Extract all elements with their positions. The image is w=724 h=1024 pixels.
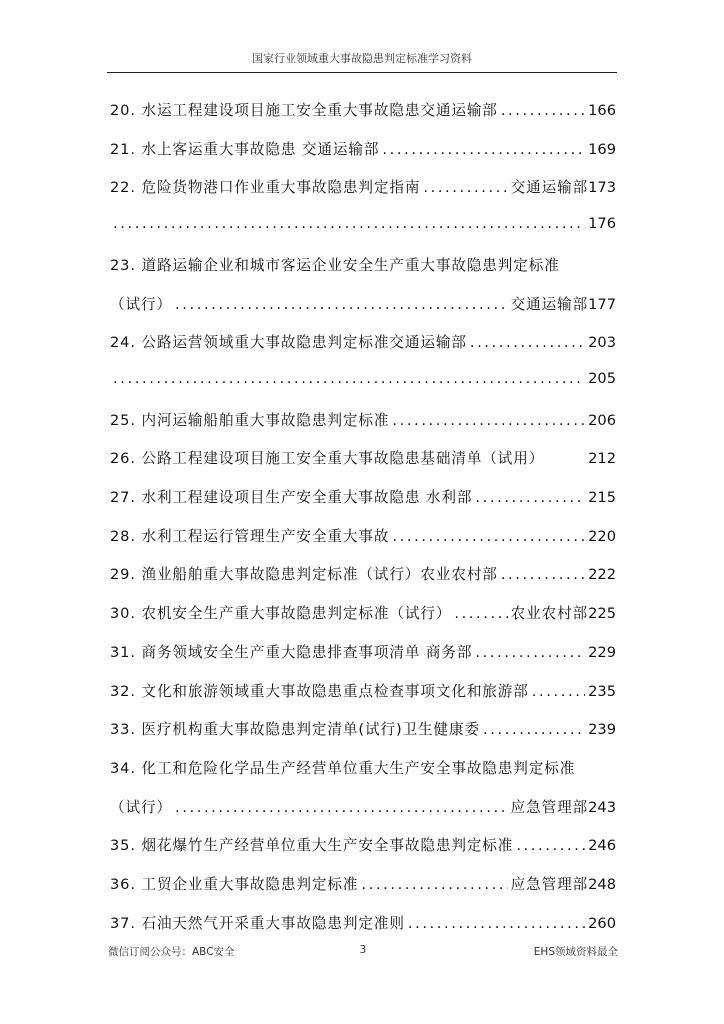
toc-leader-dots bbox=[532, 683, 585, 700]
toc-entry[interactable] bbox=[110, 680, 616, 704]
toc-entry-title: 31. 商务领域安全生产重大隐患排查事项清单 商务部 bbox=[110, 643, 473, 661]
toc-leader-dots bbox=[470, 334, 585, 351]
toc-entry-title: 30. 农机安全生产重大事故隐患判定标准（试行） bbox=[110, 605, 452, 623]
toc-entry[interactable] bbox=[110, 486, 616, 510]
toc-leader-dots bbox=[392, 528, 585, 545]
footer-wechat-account: 微信订阅公众号：ABC安全 bbox=[108, 946, 235, 958]
toc-entry[interactable] bbox=[110, 99, 616, 123]
toc-leader-dots bbox=[361, 876, 507, 893]
toc-entry-title: （试行） bbox=[110, 295, 172, 313]
toc-entry[interactable] bbox=[110, 138, 616, 162]
footer-page-number: 3 bbox=[359, 944, 367, 956]
toc-entry-title: 25. 内河运输船舶重大事故隐患判定标准 bbox=[110, 411, 390, 429]
toc-leader-dots bbox=[501, 566, 585, 583]
toc-leader-dots bbox=[475, 489, 585, 506]
toc-entry-page-number: 248 bbox=[588, 876, 616, 893]
toc-entry-title: 29. 渔业船舶重大事故隐患判定标准（试行）农业农村部 bbox=[110, 566, 498, 584]
toc-leader-dots bbox=[382, 141, 585, 158]
toc-entry-title: 20. 水运工程建设项目施工安全重大事故隐患交通运输部 bbox=[110, 102, 498, 119]
toc-entry-page-number: 206 bbox=[588, 411, 616, 429]
toc-leader-dots bbox=[516, 837, 585, 854]
toc-entry-title: 32. 文化和旅游领域重大事故隐患重点检查事项文化和旅游部 bbox=[110, 682, 529, 700]
toc-leader-dots bbox=[423, 179, 507, 196]
toc-entry-title: 35. 烟花爆竹生产经营单位重大生产安全事故隐患判定标准 bbox=[110, 837, 514, 855]
toc-leader-dots bbox=[175, 799, 508, 816]
toc-entry[interactable] bbox=[110, 873, 616, 897]
toc-entry[interactable] bbox=[110, 796, 616, 820]
toc-entry[interactable] bbox=[110, 409, 616, 433]
toc-leader-dots bbox=[483, 721, 585, 738]
toc-entry-page-number: 215 bbox=[588, 489, 616, 506]
toc-entry-title: 28. 水利工程运行管理生产安全重大事故 bbox=[110, 527, 390, 545]
toc-entry-title: 27. 水利工程建设项目生产安全重大事故隐患 水利部 bbox=[110, 489, 473, 506]
toc-entry[interactable] bbox=[110, 757, 616, 781]
toc-entry-page-number: 166 bbox=[588, 102, 616, 119]
toc-entry-page-number: 173 bbox=[588, 179, 616, 197]
toc-entry[interactable] bbox=[110, 254, 616, 278]
toc-entry-page-number: 239 bbox=[588, 721, 616, 739]
toc-entry-page-number: 222 bbox=[588, 566, 616, 584]
toc-entry[interactable] bbox=[110, 912, 616, 936]
toc-entry[interactable] bbox=[110, 834, 616, 858]
toc-entry-title: 24. 公路运营领域重大事故隐患判定标准交通运输部 bbox=[110, 334, 467, 352]
toc-entry[interactable] bbox=[110, 176, 616, 200]
toc-entry[interactable] bbox=[110, 525, 616, 549]
toc-entry-page-number: 205 bbox=[588, 369, 616, 387]
toc-entry-page-number: 177 bbox=[588, 295, 616, 313]
toc-entry-title: 37. 石油天然气开采重大事故隐患判定准则 bbox=[110, 914, 405, 932]
toc-entry[interactable] bbox=[110, 370, 616, 394]
toc-entry-title: （试行） bbox=[110, 798, 172, 816]
toc-entry-page-number: 243 bbox=[588, 798, 616, 816]
toc-entry[interactable] bbox=[110, 447, 616, 471]
toc-entry-title: 21. 水上客运重大事故隐患 交通运输部 bbox=[110, 140, 380, 158]
toc-entry[interactable] bbox=[110, 331, 616, 355]
toc-entry-title: 26. 公路工程建设项目施工安全重大事故隐患基础清单（试用） bbox=[110, 450, 545, 468]
page-footer bbox=[108, 944, 618, 960]
toc-entry-page-number: 212 bbox=[588, 450, 616, 468]
toc-leader-dots bbox=[475, 644, 585, 661]
toc-entry-title: 22. 危险货物港口作业重大事故隐患判定指南 bbox=[110, 179, 421, 197]
toc-entry-page-number: 229 bbox=[588, 643, 616, 661]
toc-entry-department: 交通运输部 bbox=[510, 295, 589, 313]
toc-entry-department: 农业农村部 bbox=[510, 605, 589, 623]
toc-entry-page-number: 235 bbox=[588, 682, 616, 700]
toc-entry-page-number: 246 bbox=[588, 837, 616, 855]
toc-entry[interactable] bbox=[110, 563, 616, 587]
toc-entry-title: 36. 工贸企业重大事故隐患判定标准 bbox=[110, 876, 359, 893]
toc-entry-page-number: 176 bbox=[588, 215, 616, 233]
header-divider bbox=[107, 72, 617, 73]
toc-leader-dots bbox=[408, 915, 585, 932]
toc-entry-title: 23. 道路运输企业和城市客运企业安全生产重大事故隐患判定标准 bbox=[110, 256, 560, 274]
toc-entry-department: 交通运输部 bbox=[510, 179, 589, 197]
toc-entry[interactable] bbox=[110, 641, 616, 665]
toc-entry-page-number: 225 bbox=[588, 605, 616, 623]
toc-leader-dots bbox=[454, 605, 507, 622]
toc-entry-title: 34. 化工和危险化学品生产经营单位重大生产安全事故隐患判定标准 bbox=[110, 759, 576, 777]
toc-entry-page-number: 169 bbox=[588, 140, 616, 158]
toc-leader-dots bbox=[113, 215, 585, 232]
toc-entry-page-number: 203 bbox=[588, 334, 616, 352]
toc-entry[interactable] bbox=[110, 293, 616, 317]
toc-entry-page-number: 260 bbox=[588, 914, 616, 932]
toc-entry-title: 33. 医疗机构重大事故隐患判定清单(试行)卫生健康委 bbox=[110, 721, 481, 739]
toc-leader-dots bbox=[175, 296, 508, 313]
toc-leader-dots bbox=[113, 370, 585, 387]
toc-entry[interactable] bbox=[110, 718, 616, 742]
toc-entry-page-number: 220 bbox=[588, 527, 616, 545]
toc-entry-department: 应急管理部 bbox=[510, 798, 589, 816]
footer-tagline: EHS领域资料最全 bbox=[533, 946, 618, 958]
toc-entry[interactable] bbox=[110, 602, 616, 626]
toc-leader-dots bbox=[501, 102, 585, 119]
toc-entry[interactable] bbox=[110, 215, 616, 239]
toc-entry-department: 应急管理部 bbox=[510, 876, 589, 893]
header-title: 国家行业领域重大事故隐患判定标准学习资料 bbox=[252, 52, 472, 65]
toc-leader-dots bbox=[392, 412, 585, 429]
